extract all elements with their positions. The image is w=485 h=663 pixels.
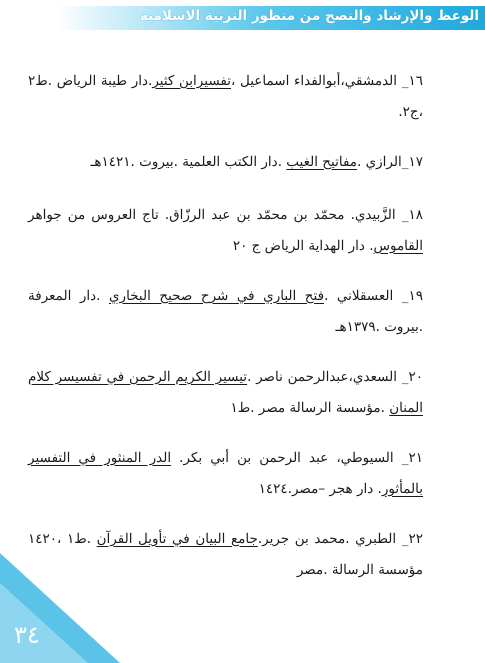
reference-text: .دار المعرفة .بيروت .١٣٧٩هـ [28, 287, 423, 335]
reference-text: .ط١ ،١٤٢٠ مؤسسة الرسالة .مصر [28, 530, 423, 578]
reference-text: .دار الكتب العلمية .بيروت .١٤٢١هـ [90, 153, 287, 170]
reference-text: ١٦_ الدمشقي،أبوالفداء اسماعيل ، [230, 72, 424, 89]
reference-title: مفاتيح الغيب [286, 153, 357, 170]
reference-text: ٢١_ السيوطي، عبد الرحمن بن أبي بكر. [171, 449, 423, 466]
reference-text: ٢٢_ الطبري .محمد بن جرير. [257, 530, 423, 547]
reference-text: ٢٠_ السعدي،عبدالرحمن ناصر . [247, 368, 423, 385]
reference-item [28, 66, 423, 128]
reference-text: ١٧_الرازي . [357, 153, 423, 170]
reference-text: .مؤسسة الرسالة مصر .ط١ [230, 399, 390, 416]
reference-text: . دار هجر –مصر.١٤٢٤ [258, 480, 382, 497]
reference-item [28, 443, 423, 505]
reference-text: . دار الهداية الرياض ج ٢٠ [232, 237, 374, 254]
reference-text: .دار طيبة الرياض .ط٢ ،ج٢. [28, 72, 423, 120]
reference-item [28, 147, 423, 178]
reference-title: تفسيرابن كثير [152, 72, 231, 89]
reference-title: تيسير الكريم الرحمن في تفسيسر كلام المنان [28, 368, 423, 416]
header-title: الوعظ والإرشاد والنصح من منظور التربية الاسلامية [139, 8, 479, 24]
page-number: ٣٤ [14, 621, 40, 649]
reference-title: الدر المنثور في التفسير بالمأثور [28, 449, 423, 497]
reference-title: جامع البيان في تأويل القرآن [96, 530, 258, 547]
reference-text: ١٩_ العسقلاني . [324, 287, 424, 304]
reference-item [28, 362, 423, 424]
reference-title: القاموس [373, 237, 423, 254]
header-banner [57, 6, 485, 30]
reference-title: فتح الباري في شرح صحيح البخاري [108, 287, 325, 304]
references-list [28, 52, 423, 605]
reference-text: ١٨_ الزَّبيدي. محمّد بن محمّد بن عبد الرزّاق. تاج العروس من جواهر [28, 206, 423, 223]
reference-item [28, 200, 423, 262]
reference-item [28, 281, 423, 343]
